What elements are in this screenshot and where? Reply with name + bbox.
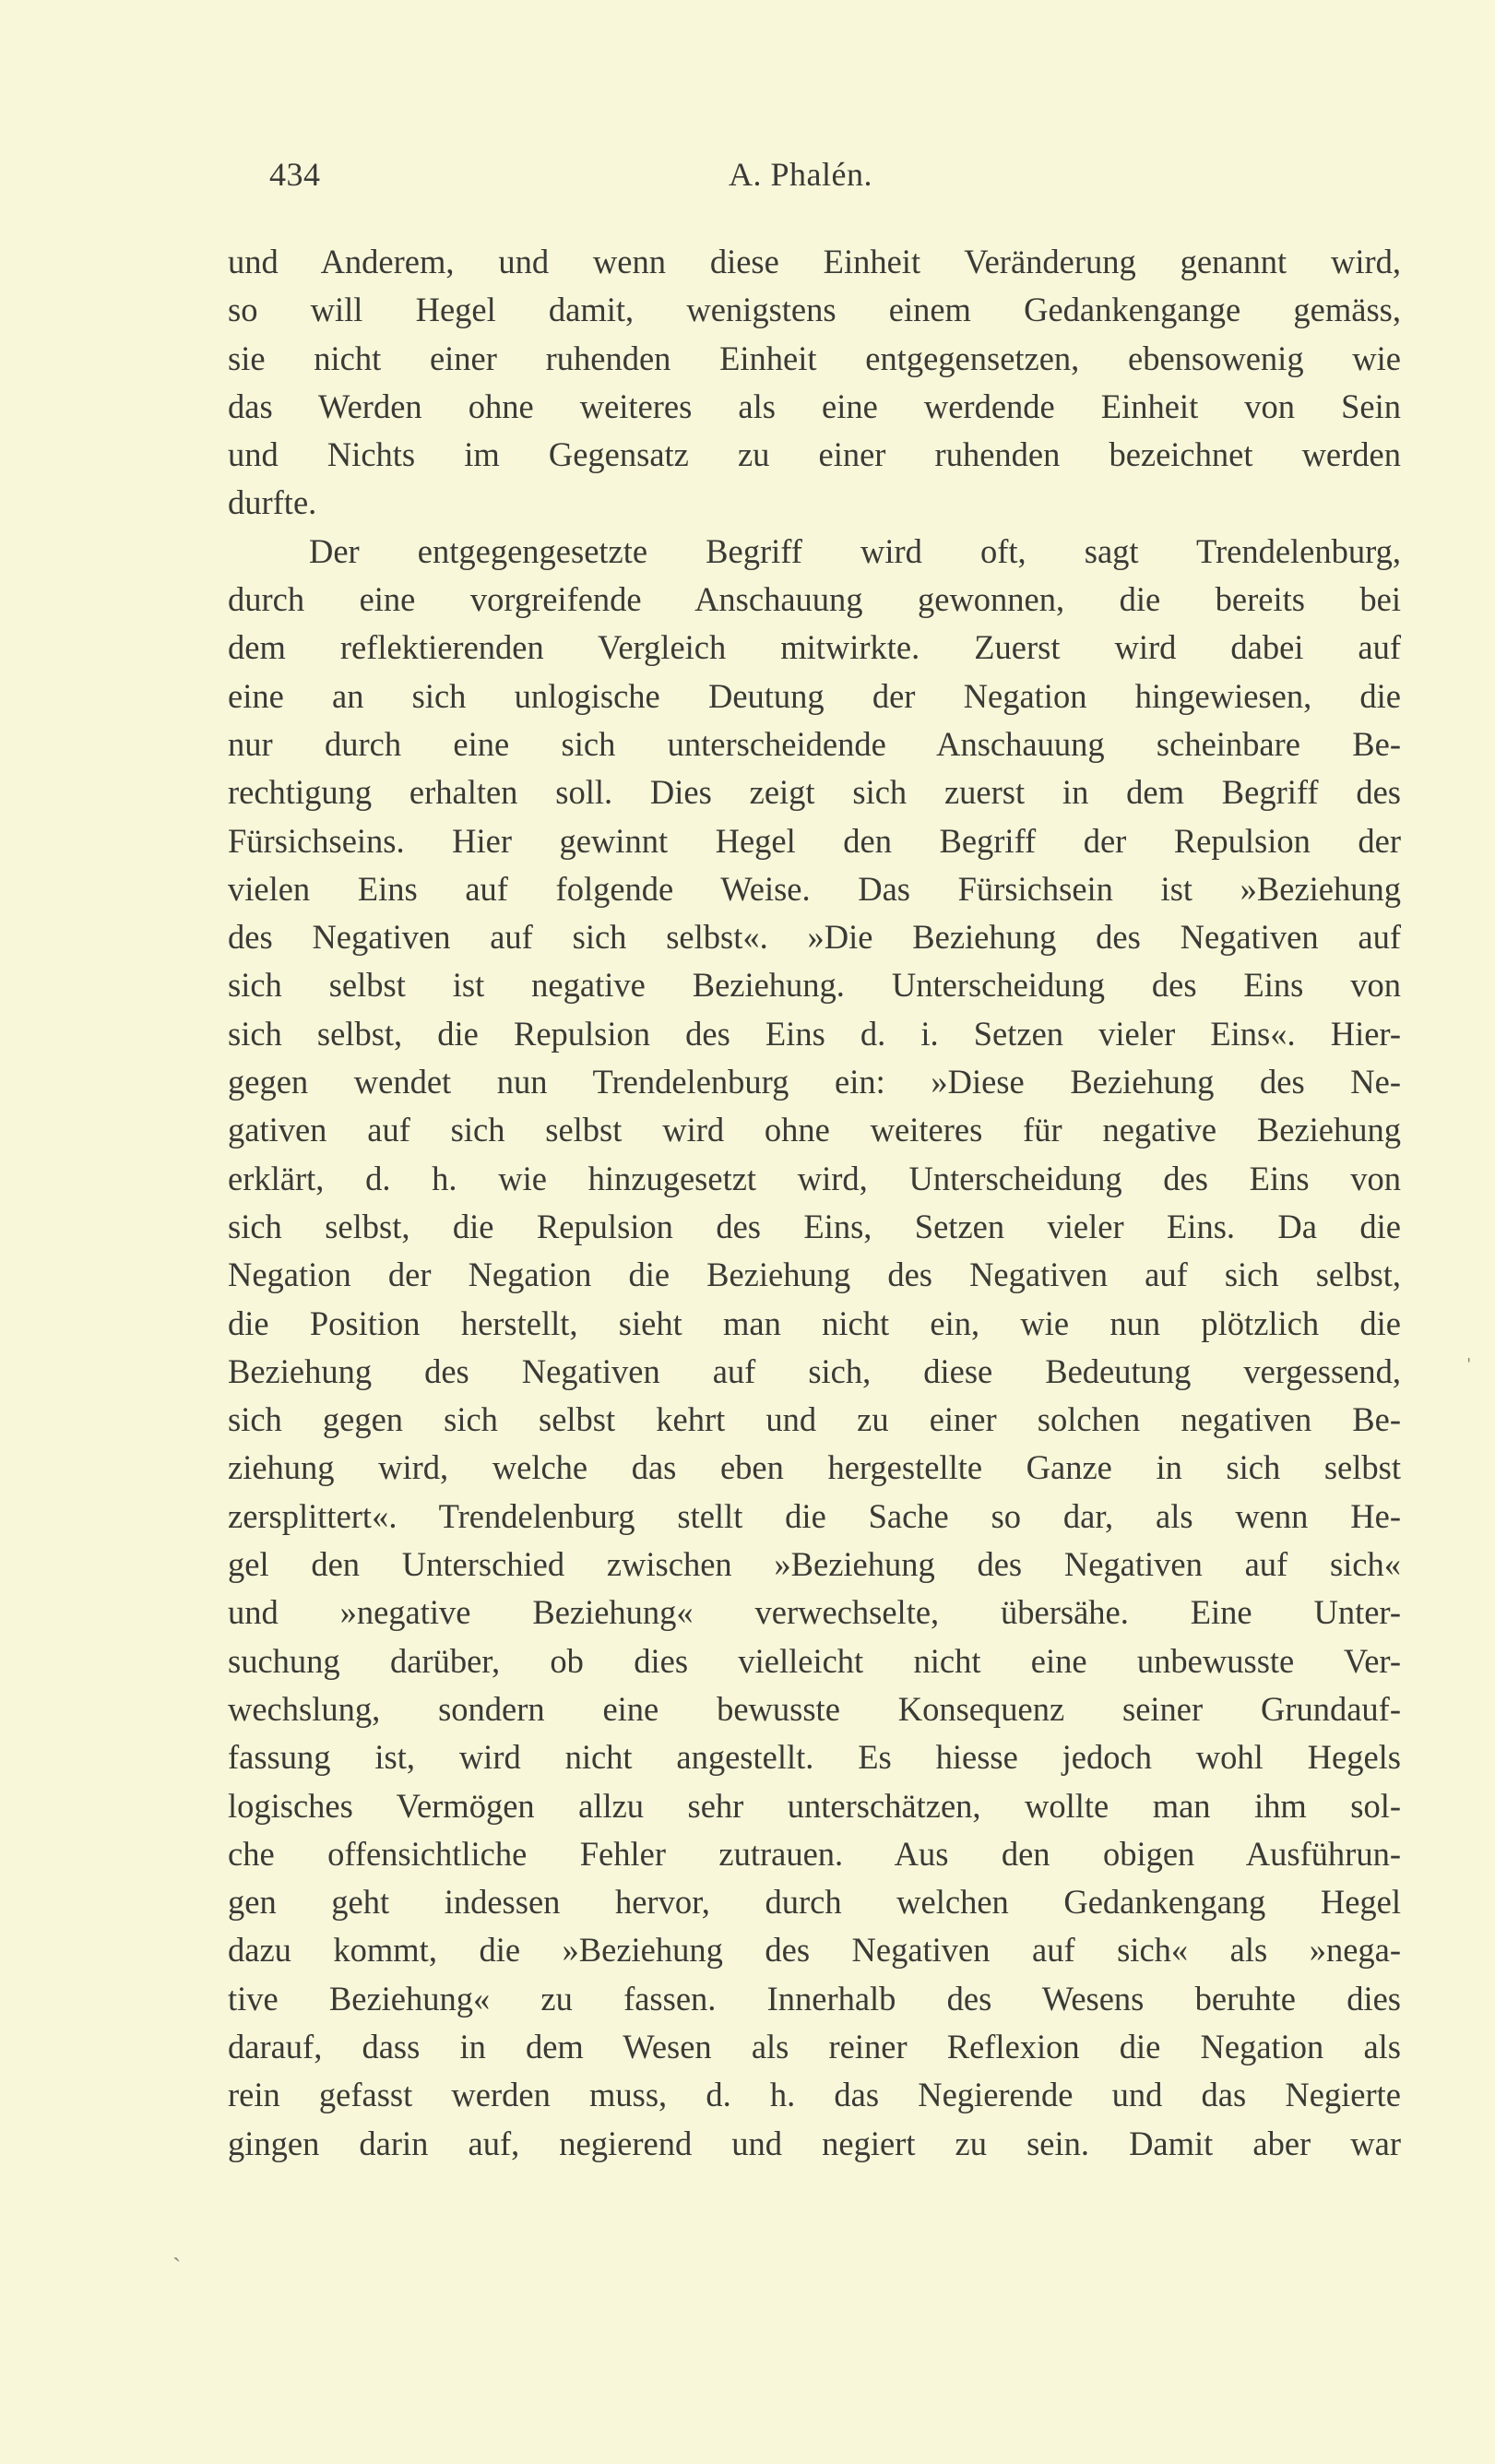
text-line: sich selbst, die Repulsion des Eins, Setzen vieler Eins. Da die <box>228 1207 1401 1245</box>
text-line: ziehung wird, welche das eben hergestellte Ganze in sich selbst <box>228 1448 1401 1487</box>
text-line: die Position herstellt, sieht man nicht ein, wie nun plötzlich die <box>228 1303 1401 1342</box>
text-line: und »negative Beziehung« verwechselte, übersähe. Eine Unter- <box>228 1593 1401 1632</box>
text-line: durfte. <box>228 483 317 522</box>
text-line: rechtigung erhalten soll. Dies zeigt sich zuerst in dem Begriff des <box>228 773 1401 812</box>
text-line: tive Beziehung« zu fassen. Innerhalb des Wesens beruhte dies <box>228 1979 1401 2018</box>
text-line: vielen Eins auf folgende Weise. Das Fürsichsein ist »Beziehung <box>228 869 1401 908</box>
text-line: logisches Vermögen allzu sehr unterschätzen, wollte man ihm sol- <box>228 1786 1401 1825</box>
text-line: gingen darin auf, negierend und negiert zu sein. Damit aber war <box>228 2124 1401 2162</box>
text-line: nur durch eine sich unterscheidende Anschauung scheinbare Be- <box>228 724 1401 763</box>
text-line: erklärt, d. h. wie hinzugesetzt wird, Unterscheidung des Eins von <box>228 1159 1401 1197</box>
text-line: rein gefasst werden muss, d. h. das Negierende und das Negierte <box>228 2076 1401 2114</box>
text-line: fassung ist, wird nicht angestellt. Es hiesse jedoch wohl Hegels <box>228 1738 1401 1777</box>
text-line: sich gegen sich selbst kehrt und zu einer solchen negativen Be- <box>228 1400 1401 1439</box>
text-line: wechslung, sondern eine bewusste Konsequenz seiner Grundauf- <box>228 1689 1401 1728</box>
body-text <box>228 238 1401 2168</box>
text-line: gegen wendet nun Trendelenburg ein: »Diese Beziehung des Ne- <box>228 1063 1401 1101</box>
text-line: gen geht indessen hervor, durch welchen Gedankengang Hegel <box>228 1883 1401 1922</box>
text-line: che offensichtliche Fehler zutrauen. Aus den obigen Ausführun- <box>228 1834 1401 1873</box>
text-line: Negation der Negation die Beziehung des Negativen auf sich selbst, <box>228 1256 1401 1294</box>
text-line: sie nicht einer ruhenden Einheit entgegensetzen, ebensowenig wie <box>228 339 1401 377</box>
text-line: sich selbst ist negative Beziehung. Unterscheidung des Eins von <box>228 966 1401 1005</box>
margin-speck: ˈ <box>1465 1354 1474 1383</box>
text-line: Fürsichseins. Hier gewinnt Hegel den Begriff der Repulsion der <box>228 821 1401 860</box>
text-line: und Nichts im Gegensatz zu einer ruhenden bezeichnet werden <box>228 435 1401 474</box>
running-head <box>269 155 1404 201</box>
margin-speck: ˋ <box>172 2254 182 2282</box>
page-number: 434 <box>269 156 321 193</box>
text-line: dem reflektierenden Vergleich mitwirkte. Zuerst wird dabei auf <box>228 628 1401 667</box>
text-line: durch eine vorgreifende Anschauung gewonnen, die bereits bei <box>228 580 1401 619</box>
text-line: suchung darüber, ob dies vielleicht nicht eine unbewusste Ver- <box>228 1641 1401 1680</box>
text-line: eine an sich unlogische Deutung der Negation hingewiesen, die <box>228 676 1401 715</box>
text-line: zersplittert«. Trendelenburg stellt die Sache so dar, als wenn He- <box>228 1496 1401 1535</box>
text-line: des Negativen auf sich selbst«. »Die Beziehung des Negativen auf <box>228 918 1401 957</box>
text-line: das Werden ohne weiteres als eine werdende Einheit von Sein <box>228 387 1401 425</box>
text-line: gativen auf sich selbst wird ohne weiteres für negative Beziehung <box>228 1111 1401 1149</box>
text-line: sich selbst, die Repulsion des Eins d. i. Setzen vieler Eins«. Hier- <box>228 1014 1401 1053</box>
paragraph-first-line: Der entgegengesetzte Begriff wird oft, sagt Trendelenburg, <box>309 531 1401 570</box>
text-line: Beziehung des Negativen auf sich, diese Bedeutung vergessend, <box>228 1351 1401 1390</box>
text-line: gel den Unterschied zwischen »Beziehung des Negativen auf sich« <box>228 1545 1401 1584</box>
text-line: und Anderem, und wenn diese Einheit Veränderung genannt wird, <box>228 243 1401 280</box>
text-line: dazu kommt, die »Beziehung des Negativen auf sich« als »nega- <box>228 1931 1401 1970</box>
text-line: darauf, dass in dem Wesen als reiner Reflexion die Negation als <box>228 2027 1401 2065</box>
running-head-author: A. Phalén. <box>729 156 872 193</box>
text-line: so will Hegel damit, wenigstens einem Gedankengange gemäss, <box>228 291 1401 329</box>
